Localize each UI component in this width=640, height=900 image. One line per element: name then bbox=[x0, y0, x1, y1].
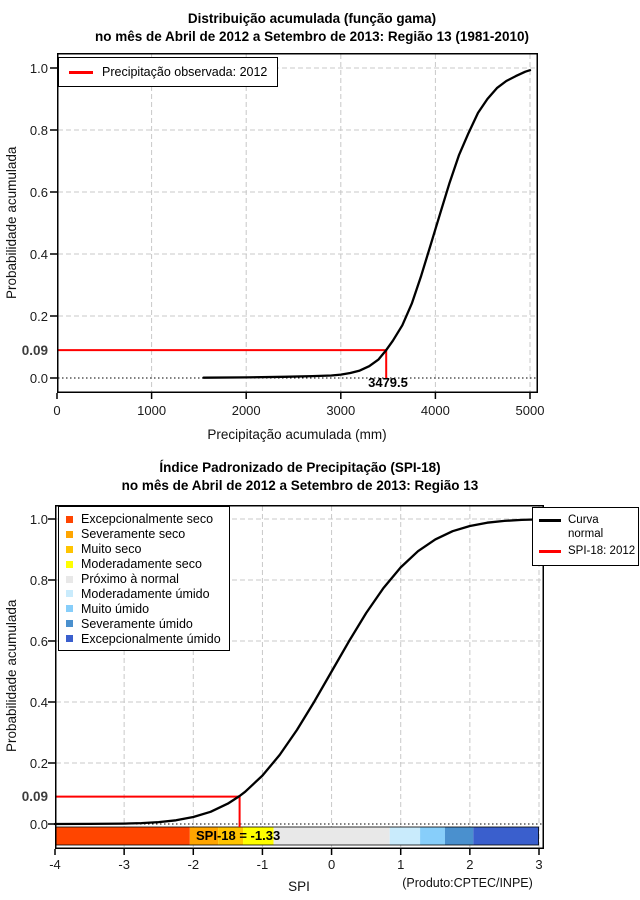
gamma-cdf-curve bbox=[204, 70, 530, 378]
product-credit: (Produto:CPTEC/INPE) bbox=[402, 876, 533, 890]
category-legend-item bbox=[66, 631, 221, 646]
bottom-x-tick-label: 3 bbox=[535, 857, 543, 872]
top-x-axis-label: Precipitação acumulada (mm) bbox=[207, 427, 387, 442]
top-y-axis-label: Probabilidade acumulada bbox=[4, 146, 19, 300]
category-legend-item bbox=[66, 527, 221, 542]
spi-bar-segment bbox=[420, 827, 445, 845]
spi-bar-segment bbox=[55, 827, 190, 845]
spi-2012-line-swatch bbox=[539, 550, 561, 553]
top-y-tick-label: 0.4 bbox=[29, 247, 48, 262]
bottom-x-tick-label: -4 bbox=[49, 857, 61, 872]
spi-2012-legend-label: SPI-18: 2012 bbox=[568, 545, 636, 557]
top-x-annotation-label: 3479.5 bbox=[368, 375, 408, 390]
curve-legend-row-normal bbox=[539, 514, 632, 541]
category-legend-item bbox=[66, 557, 221, 572]
spi-value-label: SPI-18 = -1.33 bbox=[196, 828, 281, 843]
category-label: Excepcionalmente úmido bbox=[81, 631, 221, 646]
curve-legend-row-spi bbox=[539, 545, 636, 559]
category-legend-item bbox=[66, 586, 221, 601]
category-marker bbox=[66, 516, 73, 523]
top-y-tick-label: 0.8 bbox=[29, 123, 48, 138]
top-x-tick-label: 3000 bbox=[326, 403, 356, 418]
category-label: Excepcionalmente seco bbox=[81, 512, 214, 527]
top-y-tick-label: 1.0 bbox=[29, 61, 48, 76]
category-marker bbox=[66, 605, 73, 612]
category-marker bbox=[66, 561, 73, 568]
bottom-x-tick-label: 2 bbox=[466, 857, 474, 872]
category-legend-item bbox=[66, 542, 221, 557]
bottom-x-tick-label: 1 bbox=[397, 857, 405, 872]
normal-curve-line-swatch bbox=[539, 519, 561, 522]
category-label: Próximo à normal bbox=[81, 572, 179, 586]
bottom-x-tick-label: -2 bbox=[187, 857, 200, 872]
bottom-chart-title-line2: no mês de Abril de 2012 a Setembro de 2013: Região 13 bbox=[121, 478, 479, 493]
top-x-tick-label: 2000 bbox=[231, 403, 261, 418]
top-legend bbox=[58, 57, 278, 87]
bottom-chart-title-line1: Índice Padronizado de Precipitação (SPI-18) bbox=[159, 460, 441, 475]
category-label: Severamente seco bbox=[81, 527, 186, 542]
curve-legend bbox=[532, 507, 639, 566]
observed-precip-line-swatch bbox=[69, 71, 93, 74]
category-marker bbox=[66, 620, 73, 627]
category-label: Severamente úmido bbox=[81, 616, 193, 631]
bottom-y-tick-label: 0.6 bbox=[29, 634, 48, 649]
bottom-x-tick-label: -1 bbox=[256, 857, 269, 872]
category-label: Muito seco bbox=[81, 542, 142, 557]
category-legend-item bbox=[66, 616, 221, 631]
spi-bar-segment bbox=[445, 827, 473, 845]
top-chart-title-line2: no mês de Abril de 2012 a Setembro de 2013: Região 13 (1981-2010) bbox=[95, 29, 529, 44]
top-y-tick-label: 0.6 bbox=[29, 185, 48, 200]
top-y-tick-label: 0.0 bbox=[29, 371, 48, 386]
normal-curve-legend-label: Curva normal bbox=[568, 514, 604, 540]
bottom-x-tick-label: -3 bbox=[118, 857, 130, 872]
top-x-tick-label: 0 bbox=[53, 403, 61, 418]
spi-bar-segment bbox=[473, 827, 539, 845]
spi-bar-segment bbox=[273, 827, 389, 845]
category-legend-item bbox=[66, 601, 221, 616]
bottom-y-axis-label: Probabilidade acumulada bbox=[4, 599, 19, 753]
bottom-prob-annotation-label: 0.09 bbox=[21, 789, 48, 804]
top-plot-border bbox=[58, 54, 538, 393]
top-x-tick-label: 5000 bbox=[515, 403, 545, 418]
category-label: Moderadamente seco bbox=[81, 557, 202, 572]
top-prob-annotation-label: 0.09 bbox=[21, 343, 48, 358]
bottom-y-tick-label: 0.2 bbox=[29, 756, 48, 771]
top-chart-title-line1: Distribuição acumulada (função gama) bbox=[187, 11, 437, 26]
top-x-tick-label: 1000 bbox=[137, 403, 167, 418]
bottom-y-tick-label: 0.8 bbox=[29, 573, 48, 588]
bottom-y-tick-label: 1.0 bbox=[29, 512, 48, 527]
category-legend-item bbox=[66, 572, 221, 587]
top-x-tick-label: 4000 bbox=[420, 403, 450, 418]
top-plot-area bbox=[57, 53, 538, 393]
category-marker bbox=[66, 590, 73, 597]
category-legend-item bbox=[66, 512, 221, 527]
category-label: Muito úmido bbox=[81, 601, 150, 616]
spi18-chart bbox=[0, 455, 640, 900]
top-y-tick-label: 0.2 bbox=[29, 309, 48, 324]
bottom-y-tick-label: 0.0 bbox=[29, 817, 48, 832]
category-label: Moderadamente úmido bbox=[81, 586, 210, 601]
bottom-y-tick-label: 0.4 bbox=[29, 695, 48, 710]
spi-bar-segment bbox=[390, 827, 420, 845]
category-marker bbox=[66, 531, 73, 538]
category-marker bbox=[66, 635, 73, 642]
spi-category-legend bbox=[58, 506, 230, 651]
bottom-x-axis-label: SPI bbox=[288, 879, 310, 894]
bottom-x-tick-label: 0 bbox=[327, 857, 336, 872]
observed-precip-legend-label: Precipitação observada: 2012 bbox=[102, 65, 268, 79]
category-marker bbox=[66, 546, 73, 553]
category-marker bbox=[66, 576, 73, 583]
